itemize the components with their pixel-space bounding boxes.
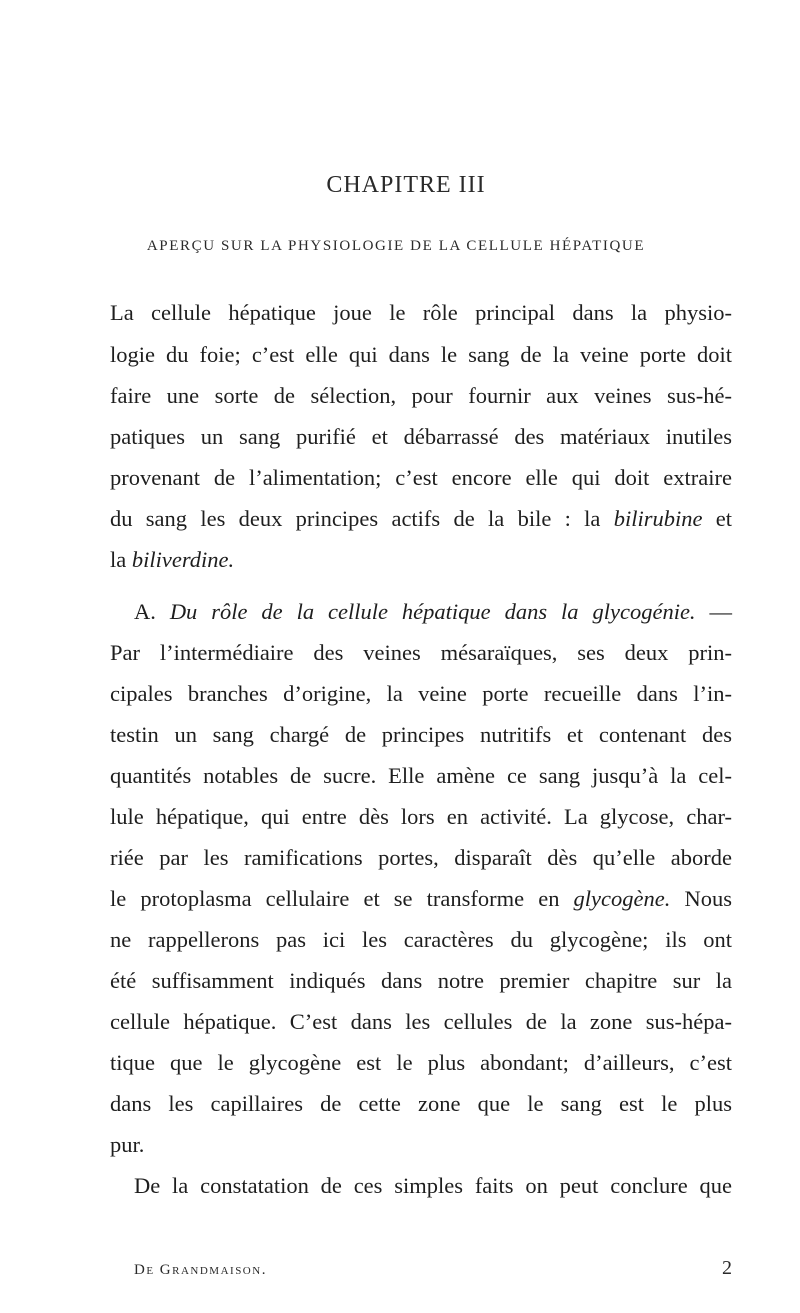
printer-signature-author: De Grandmaison. bbox=[134, 1262, 267, 1278]
text-run: du sang les deux principes actifs de la bile : la bbox=[110, 506, 614, 531]
paragraph-line: De la constatation de ces simples faits on peut conclure que bbox=[134, 1173, 732, 1198]
chapter-subtitle: APERÇU SUR LA PHYSIOLOGIE DE LA CELLULE HÉPATIQUE bbox=[146, 238, 646, 254]
chapter-title: CHAPITRE III bbox=[326, 172, 486, 198]
italic-term: biliverdine. bbox=[131, 547, 235, 572]
italic-term: glycogène. bbox=[573, 886, 671, 911]
paragraph-line bbox=[110, 504, 732, 534]
paragraph-line: été suffisamment indiqués dans notre premier chapitre sur la bbox=[110, 968, 732, 993]
section-heading-line bbox=[134, 597, 732, 627]
paragraph-line: pur. bbox=[110, 1132, 145, 1157]
paragraph-line: faire une sorte de sélection, pour fournir aux veines sus-hé- bbox=[110, 383, 732, 408]
text-run: Nous bbox=[670, 886, 732, 911]
paragraph-line bbox=[110, 545, 732, 575]
paragraph-line: dans les capillaires de cette zone que le sang est le plus bbox=[110, 1091, 732, 1116]
paragraph-line: ne rappellerons pas ici les caractères du glycogène; ils ont bbox=[110, 927, 732, 952]
paragraph-line: lule hépatique, qui entre dès lors en activité. La glycose, char- bbox=[110, 804, 732, 829]
text-run: le protoplasma cellulaire et se transforme en bbox=[110, 886, 574, 911]
paragraph-line: logie du foie; c’est elle qui dans le sang de la veine porte doit bbox=[110, 342, 732, 367]
paragraph-line: provenant de l’alimentation; c’est encore elle qui doit extraire bbox=[110, 465, 732, 490]
paragraph-line: tique que le glycogène est le plus abondant; d’ailleurs, c’est bbox=[110, 1050, 732, 1075]
text-run: la bbox=[110, 547, 132, 572]
signature-mark: 2 bbox=[722, 1257, 732, 1279]
paragraph-line: cellule hépatique. C’est dans les cellules de la zone sus-hépa- bbox=[110, 1009, 732, 1034]
section-letter: A. bbox=[134, 599, 170, 624]
paragraph-line: riée par les ramifications portes, disparaît dès qu’elle aborde bbox=[110, 845, 732, 870]
em-dash: — bbox=[695, 599, 732, 624]
paragraph-line: Par l’intermédiaire des veines mésaraïques, ses deux prin- bbox=[110, 640, 732, 665]
paragraph-line: testin un sang chargé de principes nutritifs et contenant des bbox=[110, 722, 732, 747]
section-heading: Du rôle de la cellule hépatique dans la glycogénie. bbox=[169, 599, 696, 624]
paragraph-line: cipales branches d’origine, la veine porte recueille dans l’in- bbox=[110, 681, 732, 706]
paragraph-line: La cellule hépatique joue le rôle principal dans la physio- bbox=[110, 300, 732, 325]
paragraph-line: patiques un sang purifié et débarrassé des matériaux inutiles bbox=[110, 424, 732, 449]
paragraph-line: quantités notables de sucre. Elle amène ce sang jusqu’à la cel- bbox=[110, 763, 732, 788]
italic-term: bilirubine bbox=[613, 506, 703, 531]
paragraph-line bbox=[110, 884, 732, 914]
text-run: et bbox=[702, 506, 732, 531]
